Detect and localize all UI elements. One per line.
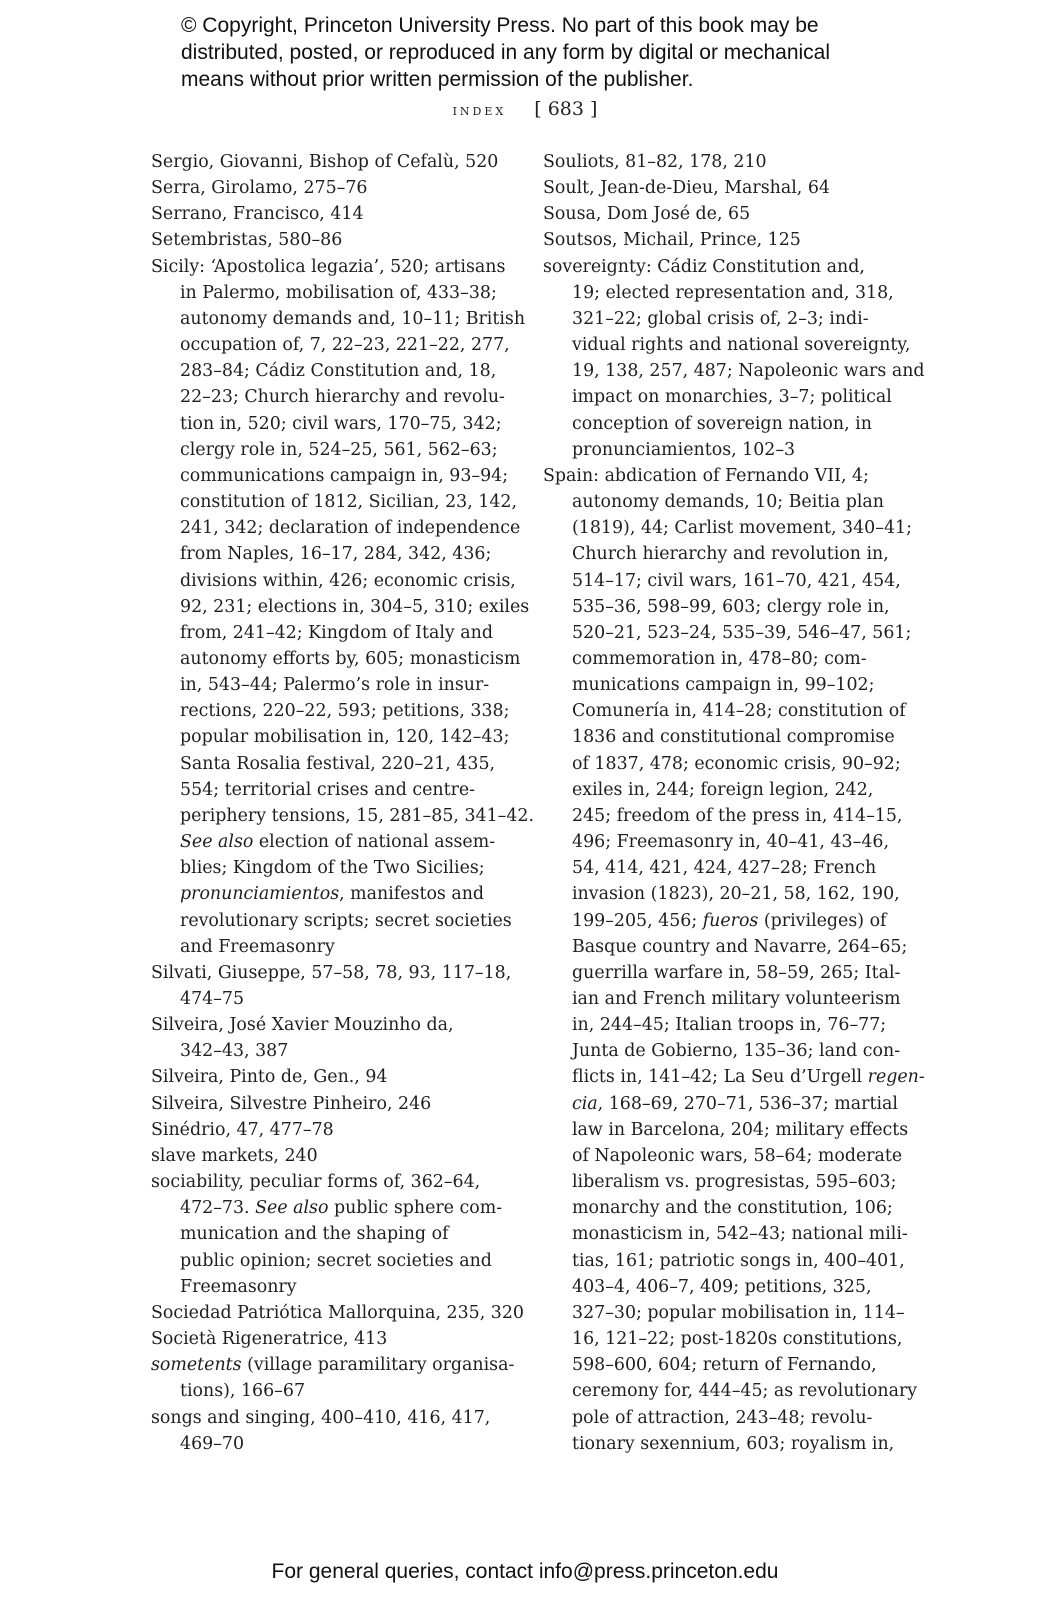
index-line bbox=[151, 463, 531, 489]
index-line-text: in, 244–45; Italian troops in, 76–77; bbox=[572, 1015, 887, 1036]
index-line-text: tions), 166–67 bbox=[180, 1381, 306, 1402]
index-line bbox=[151, 1195, 531, 1221]
index-line bbox=[151, 986, 531, 1012]
index-line bbox=[151, 1326, 531, 1352]
index-line-text: autonomy demands, 10; Beitia plan bbox=[572, 492, 884, 513]
index-line bbox=[151, 254, 531, 280]
index-line-text: election of national assem- bbox=[253, 832, 496, 853]
index-line bbox=[543, 986, 923, 1012]
copyright-line: distributed, posted, or reproduced in any form by digital or mechanical bbox=[181, 41, 831, 64]
index-line bbox=[151, 698, 531, 724]
index-line bbox=[543, 934, 923, 960]
index-line bbox=[543, 829, 923, 855]
index-line bbox=[151, 1169, 531, 1195]
index-line bbox=[543, 201, 923, 227]
index-line bbox=[151, 620, 531, 646]
index-line-text: 92, 231; elections in, 304–5, 310; exiles bbox=[180, 596, 530, 617]
index-line-italic: See also bbox=[255, 1198, 329, 1219]
index-line bbox=[543, 1091, 923, 1117]
index-line-text: impact on monarchies, 3–7; political bbox=[572, 387, 892, 408]
index-line-text: Sociedad Patriótica Mallorquina, 235, 320 bbox=[151, 1302, 524, 1323]
index-line-text: ian and French military volunteerism bbox=[572, 989, 901, 1009]
index-line bbox=[151, 646, 531, 672]
index-line bbox=[151, 332, 531, 358]
index-line bbox=[543, 724, 923, 750]
index-line bbox=[151, 803, 535, 829]
index-line bbox=[543, 280, 923, 306]
index-line-text: pole of attraction, 243–48; revolu- bbox=[572, 1407, 873, 1428]
index-line-text: Serra, Girolamo, 275–76 bbox=[151, 178, 368, 199]
index-line bbox=[151, 280, 531, 306]
index-line bbox=[543, 751, 923, 777]
index-line-text: (village paramilitary organisa- bbox=[241, 1355, 515, 1376]
index-line-text: Sergio, Giovanni, Bishop of Cefalù, 520 bbox=[151, 152, 499, 172]
index-line-prefix: 199–205, 456; bbox=[572, 910, 703, 931]
index-line-text: 469–70 bbox=[180, 1433, 245, 1454]
index-line-text: , 168–69, 270–71, 536–37; martial bbox=[597, 1093, 898, 1114]
index-line-text: 16, 121–22; post-1820s constitutions, bbox=[572, 1329, 903, 1350]
index-line-text: law in Barcelona, 204; military effects bbox=[572, 1119, 909, 1140]
index-line-text: Freemasonry bbox=[180, 1276, 297, 1297]
index-column-left bbox=[151, 149, 535, 1457]
index-line bbox=[151, 960, 531, 986]
index-line-text: periphery tensions, 15, 281–85, 341–42. bbox=[180, 805, 535, 826]
index-line bbox=[543, 1248, 923, 1274]
index-line-text: communications campaign in, 93–94; bbox=[180, 465, 509, 486]
index-line-text: public opinion; secret societies and bbox=[180, 1250, 492, 1271]
index-line bbox=[151, 1064, 531, 1090]
index-line-text: guerrilla warfare in, 58–59, 265; Ital- bbox=[572, 962, 901, 983]
index-line-text: 22–23; Church hierarchy and revolu- bbox=[180, 387, 505, 408]
index-line-text: 598–600, 604; return of Fernando, bbox=[572, 1355, 877, 1376]
index-line bbox=[543, 515, 923, 541]
index-line bbox=[151, 855, 531, 881]
index-line bbox=[151, 1143, 531, 1169]
index-line-text: liberalism vs. progresistas, 595–603; bbox=[572, 1172, 897, 1193]
index-line bbox=[151, 541, 531, 567]
page-number: [ 683 ] bbox=[534, 98, 598, 120]
index-line-text: 327–30; popular mobilisation in, 114– bbox=[572, 1302, 905, 1323]
index-line bbox=[151, 751, 531, 777]
index-line-text: Spain: abdication of Fernando VII, 4; bbox=[543, 465, 869, 486]
index-line bbox=[543, 1064, 923, 1090]
index-line bbox=[543, 437, 923, 463]
index-line-text: popular mobilisation in, 120, 142–43; bbox=[180, 727, 510, 748]
index-line-text: 241, 342; declaration of independence bbox=[180, 518, 521, 539]
index-line-text: divisions within, 426; economic crisis, bbox=[180, 570, 516, 591]
index-line-text: , manifestos and bbox=[339, 884, 485, 905]
index-line-text: 520–21, 523–24, 535–39, 546–47, 561; bbox=[572, 622, 912, 643]
index-line bbox=[151, 594, 531, 620]
index-line-text: Silvati, Giuseppe, 57–58, 78, 93, 117–18, bbox=[151, 962, 512, 983]
index-line-text: ceremony for, 444–45; as revolutionary bbox=[572, 1381, 918, 1402]
index-line bbox=[543, 1143, 923, 1169]
index-line bbox=[543, 777, 923, 803]
index-line bbox=[151, 829, 531, 855]
index-line-text: tion in, 520; civil wars, 170–75, 342; bbox=[180, 413, 502, 434]
index-line-text: of Napoleonic wars, 58–64; moderate bbox=[572, 1145, 903, 1166]
index-line bbox=[151, 306, 531, 332]
index-line bbox=[543, 1378, 923, 1404]
index-line bbox=[151, 568, 531, 594]
index-line-text: 283–84; Cádiz Constitution and, 18, bbox=[180, 361, 497, 382]
index-line-text: constitution of 1812, Sicilian, 23, 142, bbox=[180, 492, 518, 513]
index-line-text: Comunería in, 414–28; constitution of bbox=[572, 701, 906, 722]
index-line-text: commemoration in, 478–80; com- bbox=[572, 648, 867, 669]
index-line-text: Soutsos, Michail, Prince, 125 bbox=[543, 230, 801, 251]
index-line bbox=[543, 541, 923, 567]
index-line bbox=[543, 1012, 923, 1038]
copyright-line: © Copyright, Princeton University Press. No part of this book may be bbox=[181, 14, 819, 37]
index-line bbox=[543, 411, 923, 437]
index-line bbox=[543, 358, 923, 384]
index-line bbox=[151, 908, 531, 934]
index-line-italic: cia bbox=[572, 1093, 598, 1114]
index-line bbox=[543, 1274, 923, 1300]
index-line bbox=[543, 1221, 923, 1247]
index-line-text: vidual rights and national sovereignty, bbox=[572, 335, 911, 356]
index-line bbox=[543, 646, 923, 672]
index-line bbox=[543, 908, 923, 934]
index-line bbox=[543, 881, 923, 907]
index-line bbox=[151, 201, 531, 227]
index-line-text: Souliots, 81–82, 178, 210 bbox=[543, 152, 767, 172]
index-line-text: autonomy demands and, 10–11; British bbox=[180, 308, 526, 329]
index-line-text: 554; territorial crises and centre- bbox=[180, 779, 476, 800]
index-line-text: Silveira, Silvestre Pinheiro, 246 bbox=[151, 1093, 432, 1114]
index-line bbox=[543, 1169, 923, 1195]
index-line-text: from Naples, 16–17, 284, 342, 436; bbox=[180, 544, 492, 565]
index-line-text: Junta de Gobierno, 135–36; land con- bbox=[572, 1041, 901, 1062]
index-column-right bbox=[543, 149, 923, 1457]
index-line-text: 19; elected representation and, 318, bbox=[572, 282, 894, 303]
index-line bbox=[543, 463, 923, 489]
index-line-text: Sousa, Dom José de, 65 bbox=[543, 204, 751, 225]
index-line-text: clergy role in, 524–25, 561, 562–63; bbox=[180, 439, 498, 460]
index-line bbox=[151, 1431, 531, 1457]
index-line-text: of 1837, 478; economic crisis, 90–92; bbox=[572, 753, 901, 774]
index-line-italic: See also bbox=[180, 832, 254, 853]
index-line-text: Sicily: ‘Apostolica legazia’, 520; artisans bbox=[151, 256, 506, 277]
index-line-text: 342–43, 387 bbox=[180, 1041, 289, 1062]
running-head-label: index bbox=[452, 100, 507, 119]
index-line-italic: fueros bbox=[702, 910, 759, 931]
index-line-text: conception of sovereign nation, in bbox=[572, 413, 872, 434]
index-line bbox=[543, 855, 923, 881]
index-line-text: 54, 414, 421, 424, 427–28; French bbox=[572, 858, 877, 879]
index-line bbox=[151, 437, 531, 463]
index-line-text: in, 543–44; Palermo’s role in insur- bbox=[180, 675, 490, 696]
index-line bbox=[543, 1352, 923, 1378]
index-line bbox=[151, 1300, 531, 1326]
index-line-text: sovereignty: Cádiz Constitution and, bbox=[543, 256, 865, 277]
index-line-text: 496; Freemasonry in, 40–41, 43–46, bbox=[572, 832, 889, 853]
index-line-text: 535–36, 598–99, 603; clergy role in, bbox=[572, 596, 890, 617]
index-line-text: and Freemasonry bbox=[180, 936, 335, 957]
index-line-text: exiles in, 244; foreign legion, 242, bbox=[572, 779, 874, 800]
index-line-text: Soult, Jean-de-Dieu, Marshal, 64 bbox=[543, 178, 830, 199]
index-line-prefix: flicts in, 141–42; La Seu d’Urgell bbox=[572, 1067, 868, 1088]
index-line bbox=[151, 777, 531, 803]
index-line bbox=[543, 594, 923, 620]
index-line-text: 403–4, 406–7, 409; petitions, 325, bbox=[572, 1276, 872, 1297]
index-line bbox=[151, 1221, 531, 1247]
index-line-text: rections, 220–22, 593; petitions, 338; bbox=[180, 701, 510, 722]
index-line-text: 474–75 bbox=[180, 989, 245, 1009]
index-line bbox=[151, 411, 531, 437]
index-line-text: Sinédrio, 47, 477–78 bbox=[151, 1119, 334, 1140]
index-line-text: Santa Rosalia festival, 220–21, 435, bbox=[180, 753, 496, 774]
index-line bbox=[543, 1117, 923, 1143]
index-line bbox=[151, 1038, 531, 1064]
index-line bbox=[543, 332, 923, 358]
index-line bbox=[543, 620, 923, 646]
index-line-text: occupation of, 7, 22–23, 221–22, 277, bbox=[180, 335, 510, 356]
index-line bbox=[543, 227, 923, 253]
index-line bbox=[151, 1248, 531, 1274]
index-line-prefix: 472–73. bbox=[180, 1198, 256, 1219]
index-line-text: (privileges) of bbox=[758, 910, 887, 931]
index-line-text: 19, 138, 257, 487; Napoleonic wars and bbox=[572, 361, 925, 382]
index-line bbox=[543, 254, 923, 280]
index-line bbox=[543, 149, 923, 175]
index-line bbox=[151, 1378, 531, 1404]
index-line bbox=[543, 1038, 923, 1064]
index-line-text: slave markets, 240 bbox=[151, 1145, 318, 1166]
footer-contact: For general queries, contact info@press.princeton.edu bbox=[271, 1560, 779, 1583]
index-line bbox=[543, 489, 923, 515]
index-line-text: blies; Kingdom of the Two Sicilies; bbox=[180, 858, 485, 879]
index-line bbox=[151, 1117, 531, 1143]
index-line-text: Società Rigeneratrice, 413 bbox=[151, 1329, 388, 1350]
index-line-text: Serrano, Francisco, 414 bbox=[151, 204, 364, 225]
index-line bbox=[543, 960, 923, 986]
index-line-text: munication and the shaping of bbox=[180, 1224, 449, 1245]
index-line-text: Silveira, José Xavier Mouzinho da, bbox=[151, 1015, 454, 1036]
index-line bbox=[151, 227, 531, 253]
index-line bbox=[543, 1300, 923, 1326]
index-line bbox=[543, 672, 923, 698]
index-line bbox=[543, 175, 923, 201]
index-line-text: tias, 161; patriotic songs in, 400–401, bbox=[572, 1250, 905, 1271]
index-line bbox=[151, 672, 531, 698]
index-line-text: revolutionary scripts; secret societies bbox=[180, 910, 512, 931]
index-line-italic: pronunciamientos bbox=[180, 884, 340, 905]
index-line-italic: sometents bbox=[151, 1355, 242, 1376]
index-line bbox=[151, 1091, 531, 1117]
index-line-text: pronunciamientos, 102–3 bbox=[572, 439, 796, 460]
index-line-text: Silveira, Pinto de, Gen., 94 bbox=[151, 1067, 388, 1088]
index-line bbox=[543, 1431, 923, 1457]
index-line bbox=[543, 568, 923, 594]
index-line bbox=[151, 934, 531, 960]
index-line bbox=[543, 1405, 923, 1431]
copyright-line: means without prior written permission of the publisher. bbox=[181, 68, 694, 91]
copyright-notice bbox=[181, 12, 941, 93]
index-line-text: sociability, peculiar forms of, 362–64, bbox=[151, 1172, 481, 1193]
index-line-text: munications campaign in, 99–102; bbox=[572, 675, 875, 696]
index-line bbox=[543, 698, 923, 724]
index-line bbox=[543, 1326, 923, 1352]
index-line-text: autonomy efforts by, 605; monasticism bbox=[180, 648, 521, 669]
index-line-text: tionary sexennium, 603; royalism in, bbox=[572, 1433, 895, 1454]
index-line-text: in Palermo, mobilisation of, 433–38; bbox=[180, 282, 497, 303]
index-line-text: Basque country and Navarre, 264–65; bbox=[572, 936, 908, 957]
index-line bbox=[151, 1012, 531, 1038]
index-line-text: (1819), 44; Carlist movement, 340–41; bbox=[572, 518, 912, 539]
index-line bbox=[543, 803, 923, 829]
index-line bbox=[151, 489, 531, 515]
index-line-text: monasticism in, 542–43; national mili- bbox=[572, 1224, 908, 1245]
index-line-text: monarchy and the constitution, 106; bbox=[572, 1198, 893, 1219]
running-head bbox=[0, 98, 1050, 120]
index-line bbox=[543, 1195, 923, 1221]
index-line bbox=[151, 358, 531, 384]
index-line-text: Church hierarchy and revolution in, bbox=[572, 544, 889, 565]
index-line bbox=[151, 175, 531, 201]
index-line-text: from, 241–42; Kingdom of Italy and bbox=[180, 622, 493, 643]
index-line bbox=[151, 149, 531, 175]
index-line-italic: regen- bbox=[867, 1067, 925, 1088]
index-line-text: songs and singing, 400–410, 416, 417, bbox=[151, 1407, 491, 1428]
index-line bbox=[543, 384, 923, 410]
index-line-text: 245; freedom of the press in, 414–15, bbox=[572, 805, 903, 826]
index-line-text: 321–22; global crisis of, 2–3; indi- bbox=[572, 308, 869, 329]
index-line-text: public sphere com- bbox=[328, 1198, 503, 1219]
index-line bbox=[151, 1274, 531, 1300]
index-line bbox=[151, 1352, 531, 1378]
index-line-text: invasion (1823), 20–21, 58, 162, 190, bbox=[572, 884, 900, 905]
index-line bbox=[543, 306, 923, 332]
index-line bbox=[151, 515, 531, 541]
index-line bbox=[151, 1405, 531, 1431]
index-line bbox=[151, 384, 531, 410]
index-line bbox=[151, 881, 531, 907]
index-line-text: Setembristas, 580–86 bbox=[151, 230, 343, 251]
index-line bbox=[151, 724, 531, 750]
index-line-text: 1836 and constitutional compromise bbox=[572, 727, 895, 748]
index-line-text: 514–17; civil wars, 161–70, 421, 454, bbox=[572, 570, 901, 591]
